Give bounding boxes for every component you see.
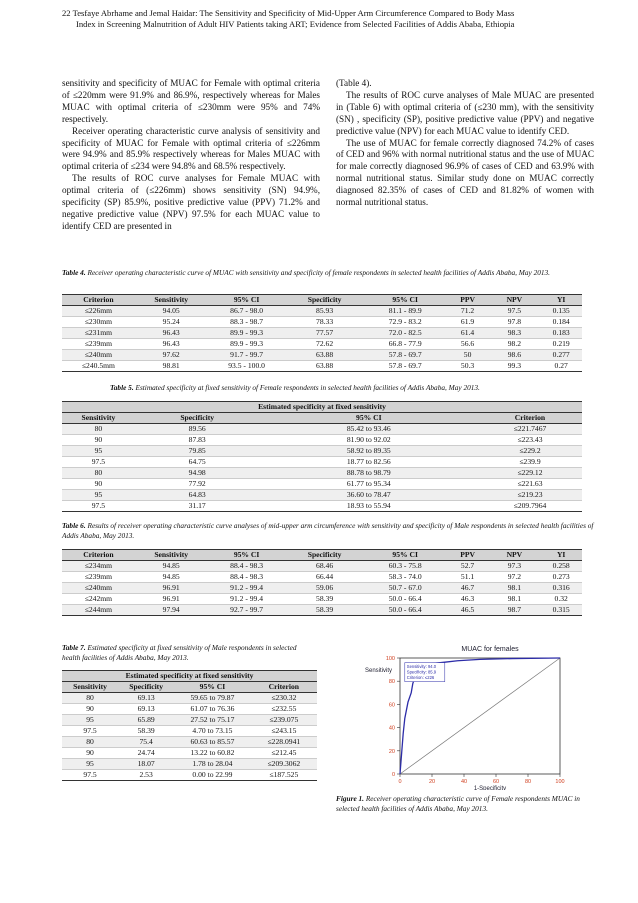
table7-column-header: Specificity bbox=[118, 682, 174, 693]
header-line-1: 22 Tesfaye Abrhame and Jemal Haidar: The Sensitivity and Specificity of Mid-Upper Arm Circumference Compared to Body Mass bbox=[62, 8, 515, 18]
table6-column-header: YI bbox=[540, 550, 582, 561]
table-cell: 98.81 bbox=[135, 361, 208, 372]
table-cell: ≤229.2 bbox=[478, 446, 582, 457]
table-cell: 69.13 bbox=[118, 693, 174, 704]
table-row bbox=[62, 350, 582, 361]
table6-column-header: Criterion bbox=[62, 550, 135, 561]
table4-column-header: 95% CI bbox=[364, 295, 447, 306]
x-tick-label: 100 bbox=[555, 779, 565, 785]
legend-entry: Sensitivity: 94.0 bbox=[406, 664, 437, 670]
table-cell: 97.5 bbox=[488, 306, 540, 317]
table4-caption-text: Receiver operating characteristic curve of MUAC with sensitivity and specificity of female respondents in selected health facilities of Addis Ababa, May 2013. bbox=[87, 268, 550, 277]
table-cell: 72.0 - 82.5 bbox=[364, 328, 447, 339]
table-cell: 51.1 bbox=[447, 572, 489, 583]
table-row bbox=[62, 594, 582, 605]
table-cell: 69.13 bbox=[118, 704, 174, 715]
table5-caption-text: Estimated specificity at fixed sensitivity of Female respondents in selected health facilities of Addis Ababa, May 2013. bbox=[135, 383, 480, 392]
table-cell: 97.5 bbox=[62, 770, 118, 781]
table-cell: 72.9 - 83.2 bbox=[364, 317, 447, 328]
table-cell: 63.88 bbox=[286, 361, 364, 372]
table-cell: 97.5 bbox=[62, 501, 135, 512]
table-cell: 58.39 bbox=[286, 605, 364, 616]
table-cell: 58.39 bbox=[286, 594, 364, 605]
table-cell: ≤223.43 bbox=[478, 435, 582, 446]
table-cell: 89.9 - 99.3 bbox=[208, 328, 286, 339]
table6 bbox=[62, 549, 582, 616]
table-cell: 61.9 bbox=[447, 317, 489, 328]
table7-super-header: Estimated specificity at fixed sensitivity bbox=[62, 671, 317, 682]
left-column bbox=[62, 78, 320, 233]
table-row bbox=[62, 435, 582, 446]
table-row bbox=[62, 479, 582, 490]
table-cell: 98.1 bbox=[488, 583, 540, 594]
table-cell: 0.219 bbox=[540, 339, 582, 350]
table-cell: 90 bbox=[62, 435, 135, 446]
table-row bbox=[62, 328, 582, 339]
table-cell: 0.135 bbox=[540, 306, 582, 317]
table-cell: 94.85 bbox=[135, 572, 208, 583]
table-cell: ≤240mm bbox=[62, 583, 135, 594]
right-paragraph: The results of ROC curve analyses of Male MUAC are presented in (Table 6) with optimal criteria of (≤230 mm), with the sensitivity (SN) , specificity (SP), positive predictive value (PPV) and negative predictive value (NPV) for each MUAC value to identify CED. bbox=[336, 89, 594, 136]
table-cell: ≤209.7964 bbox=[478, 501, 582, 512]
table-cell: ≤219.23 bbox=[478, 490, 582, 501]
table-cell: 0.273 bbox=[540, 572, 582, 583]
table5-column-header: Specificity bbox=[135, 413, 260, 424]
table-cell: 85.42 to 93.46 bbox=[260, 424, 478, 435]
table7-column-header: Criterion bbox=[251, 682, 317, 693]
table-cell: 61.77 to 95.34 bbox=[260, 479, 478, 490]
table-cell: 59.65 to 79.87 bbox=[174, 693, 251, 704]
table-cell: 68.46 bbox=[286, 561, 364, 572]
table-cell: ≤239.9 bbox=[478, 457, 582, 468]
table-cell: ≤239.075 bbox=[251, 715, 317, 726]
table-cell: 98.6 bbox=[488, 350, 540, 361]
table-cell: 80 bbox=[62, 468, 135, 479]
table7-label: Table 7. bbox=[62, 643, 86, 652]
table-row bbox=[62, 704, 317, 715]
legend-entry: Criterion: ≤226 bbox=[406, 675, 435, 681]
y-tick-label: 100 bbox=[385, 656, 395, 662]
table-cell: 96.43 bbox=[135, 339, 208, 350]
table-row bbox=[62, 446, 582, 457]
y-tick-label: 40 bbox=[388, 725, 395, 732]
table-cell: 64.83 bbox=[135, 490, 260, 501]
table-cell: 57.8 - 69.7 bbox=[364, 361, 447, 372]
chart-title: MUAC for females bbox=[461, 646, 519, 653]
table-cell: 57.8 - 69.7 bbox=[364, 350, 447, 361]
table-cell: 4.70 to 73.15 bbox=[174, 726, 251, 737]
table-cell: 50.7 - 67.0 bbox=[364, 583, 447, 594]
left-paragraph: sensitivity and specificity of MUAC for Female with optimal criteria of ≤220mm were 91.9% and 86.9%, respectively whereas for Males MUAC with optimal criteria of ≤230mm were 95% and 74% respectively. bbox=[62, 78, 320, 124]
table-cell: 92.7 - 99.7 bbox=[208, 605, 286, 616]
table-cell: 80 bbox=[62, 693, 118, 704]
table6-column-header: NPV bbox=[488, 550, 540, 561]
table-cell: 18.07 bbox=[118, 759, 174, 770]
table-cell: 64.75 bbox=[135, 457, 260, 468]
table-cell: 0.183 bbox=[540, 328, 582, 339]
table-row bbox=[62, 424, 582, 435]
table-cell: 96.91 bbox=[135, 594, 208, 605]
y-tick-label: 80 bbox=[388, 679, 395, 686]
table-cell: 88.4 - 98.3 bbox=[208, 572, 286, 583]
table-cell: 46.7 bbox=[447, 583, 489, 594]
table-cell: 2.53 bbox=[118, 770, 174, 781]
table-cell: ≤240mm bbox=[62, 350, 135, 361]
table-cell: 50.0 - 66.4 bbox=[364, 594, 447, 605]
table-cell: 96.91 bbox=[135, 583, 208, 594]
table-cell: ≤187.525 bbox=[251, 770, 317, 781]
x-tick-label: 0 bbox=[398, 779, 402, 785]
table5-label: Table 5. bbox=[110, 383, 134, 392]
table7-caption-text: Estimated specificity at fixed sensitivity of Male respondents in selected health facilities of Addis Ababa, May 2013. bbox=[62, 643, 297, 662]
table5-super-header: Estimated specificity at fixed sensitivity bbox=[62, 402, 582, 413]
table-cell: 96.43 bbox=[135, 328, 208, 339]
table5-column-header: Sensitivity bbox=[62, 413, 135, 424]
table-cell: 81.90 to 92.02 bbox=[260, 435, 478, 446]
table-cell: 27.52 to 75.17 bbox=[174, 715, 251, 726]
table-cell: 86.7 - 98.0 bbox=[208, 306, 286, 317]
table-cell: 58.39 bbox=[118, 726, 174, 737]
table-cell: 61.4 bbox=[447, 328, 489, 339]
table-cell: 91.7 - 99.7 bbox=[208, 350, 286, 361]
table6-column-header: 95% CI bbox=[208, 550, 286, 561]
running-header bbox=[62, 8, 582, 30]
table-cell: 90 bbox=[62, 479, 135, 490]
table-cell: 95.24 bbox=[135, 317, 208, 328]
table-cell: 89.56 bbox=[135, 424, 260, 435]
table-cell: ≤243.15 bbox=[251, 726, 317, 737]
table-cell: ≤244mm bbox=[62, 605, 135, 616]
table-cell: ≤242mm bbox=[62, 594, 135, 605]
table-cell: 36.60 to 78.47 bbox=[260, 490, 478, 501]
table-cell: 66.8 - 77.9 bbox=[364, 339, 447, 350]
table5-column-header: 95% CI bbox=[260, 413, 478, 424]
table-cell: 95 bbox=[62, 490, 135, 501]
table-cell: 77.57 bbox=[286, 328, 364, 339]
table-cell: 90 bbox=[62, 704, 118, 715]
table-cell: 50.0 - 66.4 bbox=[364, 605, 447, 616]
y-axis-label: Sensitivity bbox=[364, 668, 392, 674]
x-tick-label: 60 bbox=[492, 779, 500, 785]
table-cell: 95 bbox=[62, 446, 135, 457]
right-column bbox=[336, 78, 594, 209]
table-cell: 0.315 bbox=[540, 605, 582, 616]
table5-caption bbox=[110, 383, 580, 393]
table6-column-header: 95% CI bbox=[364, 550, 447, 561]
table-cell: ≤212.45 bbox=[251, 748, 317, 759]
left-paragraph: The results of ROC curve analyses for Female MUAC with optimal criteria of (≤226mm) shows sensitivity (SN) 94.9%, specificity (SP) 85.9%, positive predictive value (PPV) 71.2% and negative predictive value (NPV) 97.5% for each MUAC value to identify CED are presented in bbox=[62, 173, 320, 231]
table-cell: 98.1 bbox=[488, 594, 540, 605]
table-row bbox=[62, 561, 582, 572]
table-cell: 93.5 - 100.0 bbox=[208, 361, 286, 372]
table-cell: 60.63 to 85.57 bbox=[174, 737, 251, 748]
table-cell: 88.3 - 98.7 bbox=[208, 317, 286, 328]
table-cell: 97.5 bbox=[62, 726, 118, 737]
table-cell: 56.6 bbox=[447, 339, 489, 350]
right-paragraph: (Table 4). bbox=[336, 78, 372, 88]
table-cell: 58.92 to 89.35 bbox=[260, 446, 478, 457]
left-paragraph: Receiver operating characteristic curve analysis of sensitivity and specificity of MUAC for Female with optimal criteria of ≤226mm were 94.9% and 85.9% respectively whereas for Males MUAC with optimal criteria of ≤234 were 94.8% and 68.5% respectively. bbox=[62, 125, 320, 172]
x-tick-label: 20 bbox=[428, 779, 436, 785]
x-tick-label: 80 bbox=[524, 779, 532, 785]
table-cell: 50.3 bbox=[447, 361, 489, 372]
table-cell: ≤228.0941 bbox=[251, 737, 317, 748]
table-cell: 98.3 bbox=[488, 328, 540, 339]
table-row bbox=[62, 572, 582, 583]
table-cell: 0.32 bbox=[540, 594, 582, 605]
table-cell: 60.3 - 75.8 bbox=[364, 561, 447, 572]
figure1-caption bbox=[336, 794, 598, 813]
table-cell: 97.8 bbox=[488, 317, 540, 328]
table4-column-header: Criterion bbox=[62, 295, 135, 306]
table4-column-header: YI bbox=[540, 295, 582, 306]
table-row bbox=[62, 605, 582, 616]
table-cell: 50 bbox=[447, 350, 489, 361]
table-cell: 98.7 bbox=[488, 605, 540, 616]
table-cell: 18.77 to 82.56 bbox=[260, 457, 478, 468]
table-cell: 91.2 - 99.4 bbox=[208, 594, 286, 605]
header-line-2: Index in Screening Malnutrition of Adult HIV Patients taking ART; Evidence from Selected Facilities of Addis Ababa, Ethiopia bbox=[76, 19, 515, 29]
table-cell: 13.22 to 60.82 bbox=[174, 748, 251, 759]
table-cell: 58.3 - 74.0 bbox=[364, 572, 447, 583]
table-cell: 63.88 bbox=[286, 350, 364, 361]
table-cell: ≤229.12 bbox=[478, 468, 582, 479]
table-row bbox=[62, 339, 582, 350]
table-cell: 0.258 bbox=[540, 561, 582, 572]
y-tick-label: 20 bbox=[388, 748, 395, 755]
table4 bbox=[62, 294, 582, 372]
table7-caption bbox=[62, 643, 312, 662]
x-tick-label: 40 bbox=[460, 779, 468, 785]
table-cell: ≤226mm bbox=[62, 306, 135, 317]
table-cell: 91.2 - 99.4 bbox=[208, 583, 286, 594]
table-cell: ≤230.32 bbox=[251, 693, 317, 704]
table4-column-header: PPV bbox=[447, 295, 489, 306]
table-row bbox=[62, 361, 582, 372]
table-cell: ≤221.7467 bbox=[478, 424, 582, 435]
table4-column-header: NPV bbox=[488, 295, 540, 306]
table-cell: 0.27 bbox=[540, 361, 582, 372]
table-row bbox=[62, 583, 582, 594]
table-cell: 52.7 bbox=[447, 561, 489, 572]
table-cell: 18.93 to 55.94 bbox=[260, 501, 478, 512]
table-cell: 97.62 bbox=[135, 350, 208, 361]
table5 bbox=[62, 401, 582, 512]
table6-label: Table 6. bbox=[62, 521, 86, 530]
table-row bbox=[62, 693, 317, 704]
table-cell: 97.2 bbox=[488, 572, 540, 583]
table-cell: 0.277 bbox=[540, 350, 582, 361]
table6-caption-text: Results of receiver operating characteristic curve analyses of mid-upper arm circumference with sensitivity and specificity of Male respondents in selected health facilities of Addis Ababa, May 2013. bbox=[62, 521, 594, 540]
table6-caption bbox=[62, 521, 597, 540]
table-cell: 0.184 bbox=[540, 317, 582, 328]
table-cell: 89.9 - 99.3 bbox=[208, 339, 286, 350]
table-cell: 78.33 bbox=[286, 317, 364, 328]
table6-column-header: Specificity bbox=[286, 550, 364, 561]
table-cell: 99.3 bbox=[488, 361, 540, 372]
table-cell: ≤239mm bbox=[62, 572, 135, 583]
table-row bbox=[62, 770, 317, 781]
table-row bbox=[62, 737, 317, 748]
table-cell: 24.74 bbox=[118, 748, 174, 759]
table6-column-header: PPV bbox=[447, 550, 489, 561]
table-cell: ≤230mm bbox=[62, 317, 135, 328]
table-cell: 94.05 bbox=[135, 306, 208, 317]
table-cell: ≤239mm bbox=[62, 339, 135, 350]
table-cell: ≤240.5mm bbox=[62, 361, 135, 372]
y-tick-label: 60 bbox=[388, 702, 395, 709]
table-cell: 94.98 bbox=[135, 468, 260, 479]
table-row bbox=[62, 748, 317, 759]
table-cell: 80 bbox=[62, 737, 118, 748]
table-row bbox=[62, 457, 582, 468]
table-row bbox=[62, 759, 317, 770]
table-cell: 95 bbox=[62, 715, 118, 726]
table-row bbox=[62, 468, 582, 479]
table7 bbox=[62, 670, 317, 781]
y-tick-label: 0 bbox=[391, 772, 395, 778]
table4-caption bbox=[62, 268, 582, 278]
table-row bbox=[62, 726, 317, 737]
table-cell: 0.316 bbox=[540, 583, 582, 594]
table-cell: 79.85 bbox=[135, 446, 260, 457]
table-cell: 88.4 - 98.3 bbox=[208, 561, 286, 572]
table-cell: 97.94 bbox=[135, 605, 208, 616]
table-cell: 61.07 to 76.36 bbox=[174, 704, 251, 715]
table4-column-header: Specificity bbox=[286, 295, 364, 306]
table-cell: 98.2 bbox=[488, 339, 540, 350]
table5-column-header: Criterion bbox=[478, 413, 582, 424]
table-cell: 1.78 to 28.04 bbox=[174, 759, 251, 770]
table-cell: 59.06 bbox=[286, 583, 364, 594]
table4-label: Table 4. bbox=[62, 268, 86, 277]
table-cell: ≤232.55 bbox=[251, 704, 317, 715]
table-cell: 0.00 to 22.99 bbox=[174, 770, 251, 781]
table6-column-header: Sensitivity bbox=[135, 550, 208, 561]
table-cell: 88.78 to 98.79 bbox=[260, 468, 478, 479]
table-cell: 90 bbox=[62, 748, 118, 759]
table-cell: 87.83 bbox=[135, 435, 260, 446]
table-cell: ≤221.63 bbox=[478, 479, 582, 490]
table-row bbox=[62, 501, 582, 512]
table-row bbox=[62, 317, 582, 328]
table-cell: 85.93 bbox=[286, 306, 364, 317]
table7-column-header: 95% CI bbox=[174, 682, 251, 693]
table-row bbox=[62, 715, 317, 726]
roc-chart bbox=[338, 642, 570, 790]
table7-column-header: Sensitivity bbox=[62, 682, 118, 693]
table-cell: 72.62 bbox=[286, 339, 364, 350]
table-cell: 95 bbox=[62, 759, 118, 770]
legend-entry: Specificity: 85.9 bbox=[406, 669, 437, 675]
figure1-label: Figure 1. bbox=[336, 794, 364, 803]
table-cell: 71.2 bbox=[447, 306, 489, 317]
table4-column-header: 95% CI bbox=[208, 295, 286, 306]
table-cell: ≤234mm bbox=[62, 561, 135, 572]
table-cell: ≤231mm bbox=[62, 328, 135, 339]
table-cell: 97.5 bbox=[62, 457, 135, 468]
table-cell: 77.92 bbox=[135, 479, 260, 490]
table-cell: 46.3 bbox=[447, 594, 489, 605]
table-cell: 80 bbox=[62, 424, 135, 435]
figure1-caption-text: Receiver operating characteristic curve of Female respondents MUAC in selected health facilities of Addis Ababa, May 2013. bbox=[336, 794, 580, 813]
table4-column-header: Sensitivity bbox=[135, 295, 208, 306]
table-cell: 31.17 bbox=[135, 501, 260, 512]
table-cell: 66.44 bbox=[286, 572, 364, 583]
table-cell: ≤209.3062 bbox=[251, 759, 317, 770]
right-paragraph: The use of MUAC for female correctly diagnosed 74.2% of cases of CED and 96% with normal nutritional status and the use of MUAC for male correctly diagnosed 96.9% of cases of CED and 63.9% with normal nutritional status. Similar study done on MUAC correctly diagnosed 82.35% of cases of CED and 81.82% of women with normal nutritional status. bbox=[336, 137, 594, 208]
table-cell: 97.3 bbox=[488, 561, 540, 572]
table-cell: 46.5 bbox=[447, 605, 489, 616]
table-cell: 94.85 bbox=[135, 561, 208, 572]
table-cell: 81.1 - 89.9 bbox=[364, 306, 447, 317]
table-row bbox=[62, 306, 582, 317]
table-row bbox=[62, 490, 582, 501]
table-cell: 75.4 bbox=[118, 737, 174, 748]
table-cell: 65.89 bbox=[118, 715, 174, 726]
x-axis-label: 1-Specificity bbox=[473, 786, 507, 790]
